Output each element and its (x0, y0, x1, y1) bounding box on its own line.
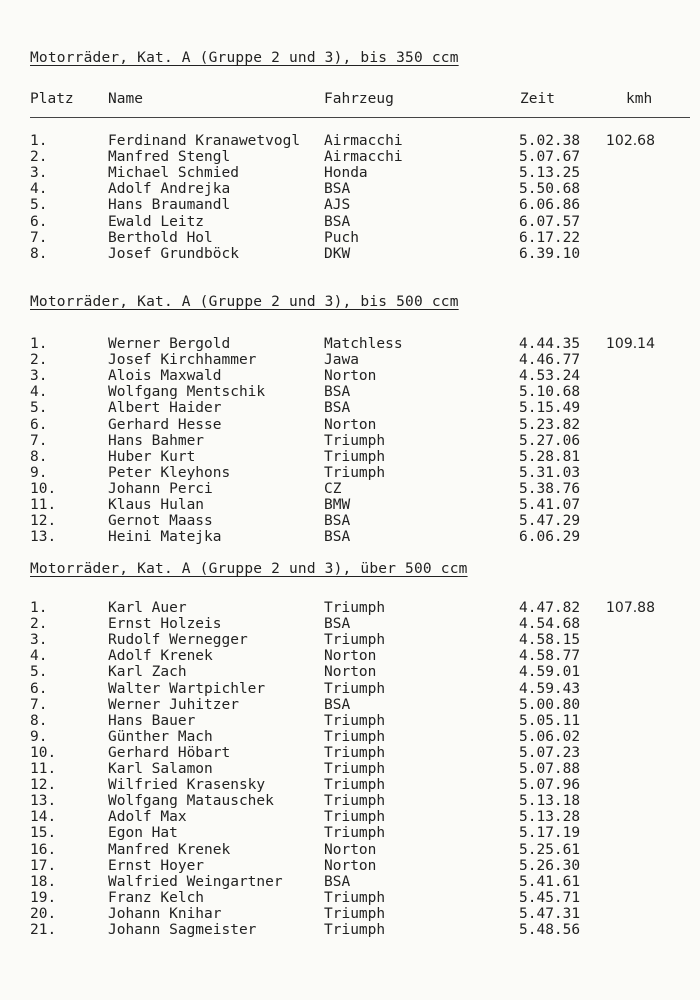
platz-cell: 6. (30, 416, 48, 433)
platz-cell: 4. (30, 384, 48, 401)
name-cell: Heini Matejka (108, 529, 222, 546)
table-row (0, 793, 700, 809)
fahrzeug-cell: Triumph (324, 728, 386, 745)
table-row (0, 449, 700, 465)
zeit-cell: 4.59.01 (519, 664, 581, 681)
name-cell: Ernst Hoyer (108, 857, 205, 874)
table-row (0, 529, 700, 545)
table-row (0, 697, 700, 713)
name-cell: Egon Hat (108, 825, 178, 842)
section-title: Motorräder, Kat. A (Gruppe 2 und 3), bis 500 ccm (30, 294, 459, 310)
name-cell: Karl Zach (108, 664, 187, 681)
zeit-cell: 5.23.82 (519, 416, 581, 433)
fahrzeug-cell: Jawa (324, 352, 359, 369)
table-row (0, 842, 700, 858)
platz-cell: 15. (30, 825, 57, 842)
platz-cell: 1. (30, 133, 48, 149)
platz-cell: 12. (30, 777, 57, 794)
fahrzeug-cell: BSA (324, 181, 351, 198)
kmh-cell: 107.88 (606, 600, 655, 616)
fahrzeug-cell: Triumph (324, 922, 386, 938)
column-header-fahrzeug: Fahrzeug (324, 91, 394, 107)
name-cell: Albert Haider (108, 400, 222, 417)
table-row (0, 165, 700, 181)
name-cell: Manfred Krenek (108, 841, 231, 858)
column-header-row (0, 91, 700, 107)
name-cell: Günther Mach (108, 728, 213, 745)
table-row (0, 149, 700, 165)
platz-cell: 1. (30, 600, 48, 616)
zeit-cell: 5.07.96 (519, 777, 581, 794)
platz-cell: 12. (30, 513, 57, 530)
fahrzeug-cell: Triumph (324, 793, 386, 810)
platz-cell: 2. (30, 352, 48, 369)
platz-cell: 7. (30, 229, 48, 246)
platz-cell: 14. (30, 809, 57, 826)
fahrzeug-cell: Triumph (324, 448, 386, 465)
table-row (0, 761, 700, 777)
zeit-cell: 5.41.61 (519, 873, 581, 890)
platz-cell: 11. (30, 497, 57, 513)
fahrzeug-cell: Airmacchi (324, 149, 403, 166)
name-cell: Gerhard Höbart (108, 744, 231, 761)
table-row (0, 433, 700, 449)
platz-cell: 18. (30, 873, 57, 890)
name-cell: Alois Maxwald (108, 368, 222, 385)
fahrzeug-cell: AJS (324, 197, 351, 214)
platz-cell: 6. (30, 213, 48, 230)
name-cell: Huber Kurt (108, 448, 196, 465)
zeit-cell: 6.07.57 (519, 213, 581, 230)
zeit-cell: 6.17.22 (519, 229, 581, 246)
name-cell: Berthold Hol (108, 229, 213, 246)
platz-cell: 16. (30, 841, 57, 858)
fahrzeug-cell: Norton (324, 416, 377, 433)
zeit-cell: 5.02.38 (519, 133, 581, 149)
table-row (0, 729, 700, 745)
table-row (0, 906, 700, 922)
platz-cell: 9. (30, 728, 48, 745)
fahrzeug-cell: DKW (324, 245, 351, 262)
table-row (0, 664, 700, 680)
table-row (0, 214, 700, 230)
name-cell: Adolf Andrejka (108, 181, 231, 198)
zeit-cell: 4.58.77 (519, 648, 581, 665)
fahrzeug-cell: Norton (324, 857, 377, 874)
zeit-cell: 5.13.25 (519, 165, 581, 182)
name-cell: Gerhard Hesse (108, 416, 222, 433)
zeit-cell: 6.06.86 (519, 197, 581, 214)
zeit-cell: 5.17.19 (519, 825, 581, 842)
platz-cell: 10. (30, 744, 57, 761)
fahrzeug-cell: Triumph (324, 464, 386, 481)
table-row (0, 481, 700, 497)
fahrzeug-cell: Triumph (324, 744, 386, 761)
zeit-cell: 5.10.68 (519, 384, 581, 401)
name-cell: Hans Braumandl (108, 197, 231, 214)
platz-cell: 4. (30, 648, 48, 665)
platz-cell: 7. (30, 696, 48, 713)
table-row (0, 246, 700, 262)
zeit-cell: 4.54.68 (519, 616, 581, 633)
name-cell: Michael Schmied (108, 165, 239, 182)
name-cell: Walfried Weingartner (108, 873, 283, 890)
platz-cell: 1. (30, 336, 48, 352)
platz-cell: 5. (30, 400, 48, 417)
platz-cell: 13. (30, 529, 57, 546)
kmh-cell: 102.68 (606, 133, 655, 149)
header-divider (30, 117, 690, 118)
name-cell: Ewald Leitz (108, 213, 205, 230)
fahrzeug-cell: BSA (324, 400, 351, 417)
platz-cell: 21. (30, 922, 57, 938)
name-cell: Ernst Holzeis (108, 616, 222, 633)
table-row (0, 681, 700, 697)
table-row (0, 600, 700, 616)
fahrzeug-cell: BSA (324, 529, 351, 546)
fahrzeug-cell: Triumph (324, 600, 386, 616)
fahrzeug-cell: Matchless (324, 336, 403, 352)
platz-cell: 9. (30, 464, 48, 481)
table-row (0, 368, 700, 384)
table-row (0, 648, 700, 664)
platz-cell: 19. (30, 889, 57, 906)
table-row (0, 745, 700, 761)
name-cell: Josef Kirchhammer (108, 352, 257, 369)
name-cell: Gernot Maass (108, 513, 213, 530)
table-row (0, 616, 700, 632)
table-row (0, 336, 700, 352)
table-row (0, 713, 700, 729)
zeit-cell: 5.50.68 (519, 181, 581, 198)
zeit-cell: 5.06.02 (519, 728, 581, 745)
zeit-cell: 5.13.18 (519, 793, 581, 810)
fahrzeug-cell: CZ (324, 480, 342, 497)
platz-cell: 5. (30, 197, 48, 214)
platz-cell: 8. (30, 712, 48, 729)
zeit-cell: 5.15.49 (519, 400, 581, 417)
table-row (0, 890, 700, 906)
name-cell: Rudolf Wernegger (108, 632, 248, 649)
platz-cell: 7. (30, 432, 48, 449)
table-row (0, 922, 700, 938)
name-cell: Adolf Max (108, 809, 187, 826)
fahrzeug-cell: Norton (324, 664, 377, 681)
fahrzeug-cell: BSA (324, 384, 351, 401)
column-header-kmh: kmh (626, 91, 653, 107)
name-cell: Josef Grundböck (108, 245, 239, 262)
kmh-cell: 109.14 (606, 336, 655, 352)
name-cell: Peter Kleyhons (108, 464, 231, 481)
zeit-cell: 5.31.03 (519, 464, 581, 481)
table-row (0, 133, 700, 149)
zeit-cell: 4.58.15 (519, 632, 581, 649)
fahrzeug-cell: Puch (324, 229, 359, 246)
table-row (0, 181, 700, 197)
platz-cell: 11. (30, 761, 57, 777)
platz-cell: 6. (30, 680, 48, 697)
column-header-name: Name (108, 91, 143, 107)
name-cell: Johann Sagmeister (108, 922, 257, 938)
table-row (0, 874, 700, 890)
table-row (0, 417, 700, 433)
zeit-cell: 5.27.06 (519, 432, 581, 449)
zeit-cell: 4.59.43 (519, 680, 581, 697)
fahrzeug-cell: BSA (324, 213, 351, 230)
name-cell: Karl Auer (108, 600, 187, 616)
name-cell: Johann Knihar (108, 905, 222, 922)
fahrzeug-cell: BSA (324, 513, 351, 530)
name-cell: Wilfried Krasensky (108, 777, 266, 794)
zeit-cell: 4.44.35 (519, 336, 581, 352)
name-cell: Karl Salamon (108, 761, 213, 777)
fahrzeug-cell: Norton (324, 648, 377, 665)
zeit-cell: 5.07.67 (519, 149, 581, 166)
fahrzeug-cell: BSA (324, 616, 351, 633)
fahrzeug-cell: BMW (324, 497, 351, 513)
zeit-cell: 5.00.80 (519, 696, 581, 713)
table-row (0, 825, 700, 841)
table-row (0, 777, 700, 793)
zeit-cell: 5.48.56 (519, 922, 581, 938)
name-cell: Werner Bergold (108, 336, 231, 352)
fahrzeug-cell: Triumph (324, 777, 386, 794)
fahrzeug-cell: Airmacchi (324, 133, 403, 149)
section-title: Motorräder, Kat. A (Gruppe 2 und 3), bis 350 ccm (30, 50, 459, 66)
fahrzeug-cell: Triumph (324, 432, 386, 449)
name-cell: Wolfgang Mentschik (108, 384, 266, 401)
name-cell: Adolf Krenek (108, 648, 213, 665)
zeit-cell: 5.07.23 (519, 744, 581, 761)
name-cell: Manfred Stengl (108, 149, 231, 166)
zeit-cell: 5.38.76 (519, 480, 581, 497)
zeit-cell: 5.13.28 (519, 809, 581, 826)
name-cell: Walter Wartpichler (108, 680, 266, 697)
platz-cell: 3. (30, 368, 48, 385)
column-header-zeit: Zeit (520, 91, 555, 107)
zeit-cell: 5.41.07 (519, 497, 581, 513)
table-row (0, 465, 700, 481)
table-row (0, 197, 700, 213)
fahrzeug-cell: Honda (324, 165, 368, 182)
zeit-cell: 6.39.10 (519, 245, 581, 262)
platz-cell: 5. (30, 664, 48, 681)
platz-cell: 3. (30, 165, 48, 182)
table-row (0, 513, 700, 529)
zeit-cell: 5.05.11 (519, 712, 581, 729)
platz-cell: 3. (30, 632, 48, 649)
name-cell: Hans Bauer (108, 712, 196, 729)
table-row (0, 809, 700, 825)
fahrzeug-cell: Triumph (324, 889, 386, 906)
fahrzeug-cell: Triumph (324, 761, 386, 777)
fahrzeug-cell: Triumph (324, 632, 386, 649)
zeit-cell: 6.06.29 (519, 529, 581, 546)
table-row (0, 230, 700, 246)
table-row (0, 352, 700, 368)
fahrzeug-cell: Triumph (324, 680, 386, 697)
name-cell: Werner Juhitzer (108, 696, 239, 713)
zeit-cell: 5.47.31 (519, 905, 581, 922)
name-cell: Johann Perci (108, 480, 213, 497)
section-title: Motorräder, Kat. A (Gruppe 2 und 3), über 500 ccm (30, 561, 468, 577)
zeit-cell: 5.26.30 (519, 857, 581, 874)
fahrzeug-cell: BSA (324, 696, 351, 713)
zeit-cell: 4.53.24 (519, 368, 581, 385)
zeit-cell: 5.07.88 (519, 761, 581, 777)
platz-cell: 17. (30, 857, 57, 874)
platz-cell: 2. (30, 616, 48, 633)
table-row (0, 858, 700, 874)
table-row (0, 384, 700, 400)
name-cell: Wolfgang Matauschek (108, 793, 274, 810)
fahrzeug-cell: Norton (324, 368, 377, 385)
platz-cell: 10. (30, 480, 57, 497)
table-row (0, 497, 700, 513)
platz-cell: 8. (30, 245, 48, 262)
table-row (0, 632, 700, 648)
fahrzeug-cell: BSA (324, 873, 351, 890)
platz-cell: 2. (30, 149, 48, 166)
zeit-cell: 5.45.71 (519, 889, 581, 906)
zeit-cell: 4.47.82 (519, 600, 581, 616)
fahrzeug-cell: Triumph (324, 712, 386, 729)
fahrzeug-cell: Triumph (324, 809, 386, 826)
zeit-cell: 5.28.81 (519, 448, 581, 465)
name-cell: Franz Kelch (108, 889, 205, 906)
zeit-cell: 5.47.29 (519, 513, 581, 530)
zeit-cell: 5.25.61 (519, 841, 581, 858)
fahrzeug-cell: Triumph (324, 905, 386, 922)
name-cell: Hans Bahmer (108, 432, 205, 449)
platz-cell: 13. (30, 793, 57, 810)
platz-cell: 8. (30, 448, 48, 465)
platz-cell: 4. (30, 181, 48, 198)
platz-cell: 20. (30, 905, 57, 922)
zeit-cell: 4.46.77 (519, 352, 581, 369)
fahrzeug-cell: Triumph (324, 825, 386, 842)
column-header-platz: Platz (30, 91, 74, 107)
name-cell: Ferdinand Kranawetvogl (108, 133, 301, 149)
name-cell: Klaus Hulan (108, 497, 205, 513)
fahrzeug-cell: Norton (324, 841, 377, 858)
table-row (0, 400, 700, 416)
